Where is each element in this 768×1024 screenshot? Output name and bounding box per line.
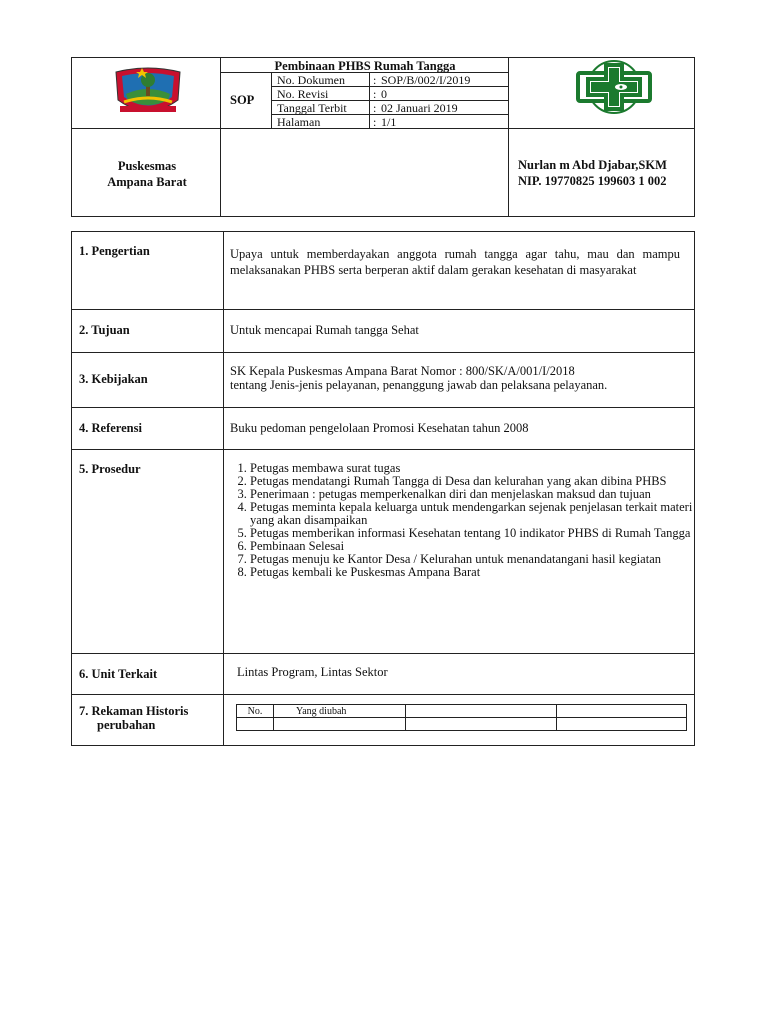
signer-name: Nurlan m Abd Djabar,SKM bbox=[518, 158, 667, 172]
procedure-list bbox=[230, 462, 710, 579]
sop-content-table bbox=[71, 231, 695, 746]
procedure-step: 4. Petugas meminta kepala keluarga untuk mendengarkan sejenak penjelasan terkait materi yang akan disampaikan bbox=[250, 501, 710, 527]
sop-label: SOP bbox=[230, 93, 255, 107]
section-label-referensi: 4. Referensi bbox=[79, 421, 142, 435]
column-header-no: No. bbox=[237, 705, 274, 718]
section-label-rekaman-historis: 7. Rekaman Historis perubahan bbox=[79, 704, 189, 732]
procedure-step: 6. Pembinaan Selesai bbox=[250, 540, 710, 553]
section-text-kebijakan: SK Kepala Puskesmas Ampana Barat Nomor : 800/SK/A/001/I/2018 tentang Jenis-jenis pelayanan, penanggung jawab dan pelaksana pelayanan. bbox=[230, 364, 608, 392]
table-row bbox=[237, 705, 687, 718]
table-row bbox=[237, 718, 687, 731]
section-label-tujuan: 2. Tujuan bbox=[79, 323, 130, 337]
procedure-step: 7. Petugas menuju ke Kantor Desa / Kelurahan untuk menandatangani hasil kegiatan bbox=[250, 553, 710, 566]
table-cell bbox=[557, 718, 687, 731]
table-cell bbox=[406, 718, 557, 731]
signer-block bbox=[518, 157, 696, 189]
table-cell bbox=[274, 718, 406, 731]
section-label-prosedur: 5. Prosedur bbox=[79, 462, 141, 476]
puskesmas-cross-logo bbox=[569, 58, 659, 116]
procedure-step: 2. Petugas mendatangi Rumah Tangga di Desa dan kelurahan yang akan dibina PHBS bbox=[250, 475, 710, 488]
table-cell bbox=[237, 718, 274, 731]
organization-name: Puskesmas Ampana Barat bbox=[107, 159, 187, 189]
section-text-referensi: Buku pedoman pengelolaan Promosi Kesehatan tahun 2008 bbox=[230, 421, 529, 435]
meta-row-revision: No. Revisi : 0 bbox=[277, 87, 387, 101]
signer-nip: NIP. 19770825 199603 1 002 bbox=[518, 174, 667, 188]
section-label-unit-terkait: 6. Unit Terkait bbox=[79, 667, 158, 681]
table-cell bbox=[406, 705, 557, 718]
document-title: Pembinaan PHBS Rumah Tangga bbox=[274, 59, 456, 73]
revision-history-table bbox=[236, 704, 687, 731]
procedure-step: 1. Petugas membawa surat tugas bbox=[250, 462, 710, 475]
section-text-tujuan: Untuk mencapai Rumah tangga Sehat bbox=[230, 323, 419, 337]
procedure-step: 8. Petugas kembali ke Puskesmas Ampana Barat bbox=[250, 566, 710, 579]
section-label-pengertian: 1. Pengertian bbox=[79, 244, 150, 258]
meta-row-page: Halaman : 1/1 bbox=[277, 115, 397, 129]
meta-row-document-number: No. Dokumen : SOP/B/002/I/2019 bbox=[277, 73, 471, 87]
regional-emblem-logo bbox=[112, 64, 184, 120]
meta-row-issue-date: Tanggal Terbit : 02 Januari 2019 bbox=[277, 101, 458, 115]
procedure-step: 3. Penerimaan : petugas memperkenalkan diri dan menjelaskan maksud dan tujuan bbox=[250, 488, 710, 501]
header-table bbox=[71, 57, 695, 217]
column-header-changed: Yang diubah bbox=[274, 705, 406, 718]
table-cell bbox=[557, 705, 687, 718]
section-text-unit-terkait: Lintas Program, Lintas Sektor bbox=[237, 665, 388, 679]
section-label-kebijakan: 3. Kebijakan bbox=[79, 372, 148, 386]
section-text-pengertian: Upaya untuk memberdayakan anggota rumah tangga agar tahu, mau dan mampu melaksanakan PHBS serta berperan aktif dalam gerakan kesehatan di masyarakat bbox=[230, 247, 680, 277]
procedure-step: 5. Petugas memberikan informasi Kesehatan tentang 10 indikator PHBS di Rumah Tangga bbox=[250, 527, 710, 540]
